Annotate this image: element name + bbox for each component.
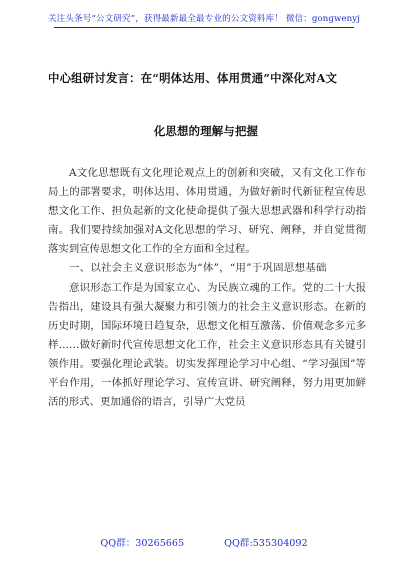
footer-contact: [0, 535, 408, 549]
document-title-line-2: 化思想的理解与把握: [153, 124, 259, 138]
document-body: [48, 164, 366, 412]
header-divider: [54, 27, 354, 28]
header-banner: 关注头条号“公文研究”，获得最新最全最专业的公文资料库！ 微信：gongwenyj: [47, 14, 361, 24]
body-paragraph-intro: A文化思想既有文化理论观点上的创新和突破，又有文化工作布局上的部署要求，明体达用、体用贯通，为做好新时代新征程宣传思想文化工作、担负起新的文化使命提供了强大思想武器和科学行动指南。我们要持续加强对A文化思想的学习、研究、阐释，并自觉贯彻落实到宣传思想文化工作的全方面和全过程。: [48, 167, 366, 256]
footer-qq-group-1: QQ群：30265665: [100, 538, 185, 549]
footer-qq-group-2: QQ群:535304092: [224, 538, 308, 549]
document-title-line-1: 中心组研讨发言：在“明体达用、体用贯通”中深化对A文: [48, 71, 338, 85]
body-paragraph-section-1: 意识形态工作是为国家立心、为民族立魂的工作。党的二十大报告指出，建设具有强大凝聚力和引领力的社会主义意识形态。在新的历史时期，国际环境日趋复杂，思想文化相互激荡、价值观念多元多样……做好新时代宣传思想文化工作，社会主义意识形态具有关键引领作用。要强化理论武装。切实发挥理论学习中心组、“学习强国”等平台作用，一体抓好理论学习、宣传宣讲、研究阐释，努力用更加鲜活的形式、更加通俗的语言，引导广大党员: [48, 281, 366, 409]
section-heading-1: 一、以社会主义意识形态为“体”，“用”于巩固思想基础: [69, 262, 327, 275]
